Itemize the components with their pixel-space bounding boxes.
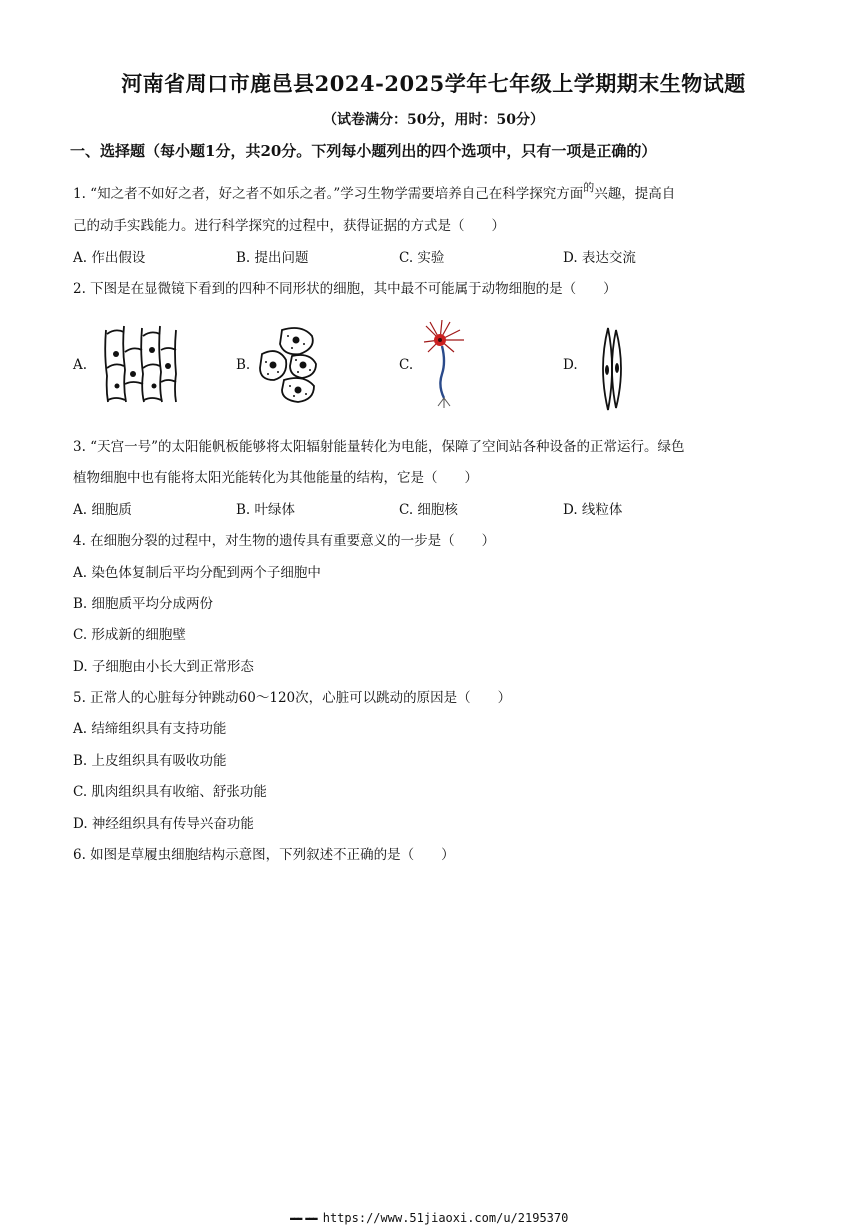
question-1-text-a: 1. “知之者不如好之者，好之者不如乐之者。”学习生物学需要培养自己在科学探究方面 [73, 186, 584, 202]
question-3-option-c: C. 细胞核 [399, 502, 458, 518]
question-6-stem: 6. 如图是草履虫细胞结构示意图，下列叙述不正确的是（ ） [73, 847, 455, 863]
footer-source [290, 1211, 568, 1225]
question-4-option-b: B. 细胞质平均分成两份 [73, 596, 214, 612]
question-4-option-a: A. 染色体复制后平均分配到两个子细胞中 [73, 565, 321, 581]
question-2-stem: 2. 下图是在显微镜下看到的四种不同形状的细胞，其中最不可能属于动物细胞的是（ ） [73, 281, 617, 297]
figure-label-c: C. [399, 357, 414, 373]
question-4-option-d: D. 子细胞由小长大到正常形态 [73, 659, 254, 675]
question-3-option-d: D. 线粒体 [563, 502, 623, 518]
neuron-figure [420, 318, 468, 410]
question-3-option-a: A. 细胞质 [73, 502, 132, 518]
question-4-option-c: C. 形成新的细胞壁 [73, 627, 186, 643]
question-1-option-a: A. 作出假设 [73, 250, 146, 266]
question-1-option-c: C. 实验 [399, 250, 445, 266]
section-heading: 一、选择题（每小题1分，共20分。下列每小题列出的四个选项中，只有一项是正确的） [70, 142, 657, 160]
question-1-option-d: D. 表达交流 [563, 250, 636, 266]
question-3-line-2: 植物细胞中也有能将太阳光能转化为其他能量的结构，它是（ ） [73, 470, 478, 486]
question-3-option-b: B. 叶绿体 [236, 502, 296, 518]
question-4-stem: 4. 在细胞分裂的过程中，对生物的遗传具有重要意义的一步是（ ） [73, 533, 496, 549]
figure-label-a: A. [73, 357, 88, 373]
figure-label-d: D. [563, 357, 578, 373]
question-3-line-1: 3. “天宫一号”的太阳能帆板能够将太阳辐射能量转化为电能，保障了空间站各种设备的正常运行。绿色 [73, 439, 685, 455]
question-1-option-b: B. 提出问题 [236, 250, 309, 266]
question-1-superscript: 的 [583, 181, 595, 194]
question-5-option-b: B. 上皮组织具有吸收功能 [73, 753, 227, 769]
plant-cells-figure [102, 324, 178, 404]
question-1-line-1 [73, 182, 675, 202]
question-1-line-2: 己的动手实践能力。进行科学探究的过程中，获得证据的方式是（ ） [73, 218, 505, 234]
footer-marks: ▬▬▬ ▬▬▬ [290, 1214, 317, 1223]
animal-cells-figure [254, 324, 326, 404]
exam-title: 河南省周口市鹿邑县2024-2025学年七年级上学期期末生物试题 [121, 71, 746, 96]
question-1-text-b: 兴趣，提高自 [594, 186, 676, 202]
question-5-option-a: A. 结缔组织具有支持功能 [73, 721, 227, 737]
question-5-option-d: D. 神经组织具有传导兴奋功能 [73, 816, 254, 832]
exam-subtitle: （试卷满分：50分，用时：50分） [323, 112, 544, 128]
question-5-stem: 5. 正常人的心脏每分钟跳动60～120次，心脏可以跳动的原因是（ ） [73, 690, 512, 706]
figure-label-b: B. [236, 357, 251, 373]
question-5-option-c: C. 肌肉组织具有收缩、舒张功能 [73, 784, 267, 800]
muscle-cells-figure [596, 326, 630, 412]
footer-url[interactable]: https://www.51jiaoxi.com/u/2195370 [322, 1211, 569, 1225]
